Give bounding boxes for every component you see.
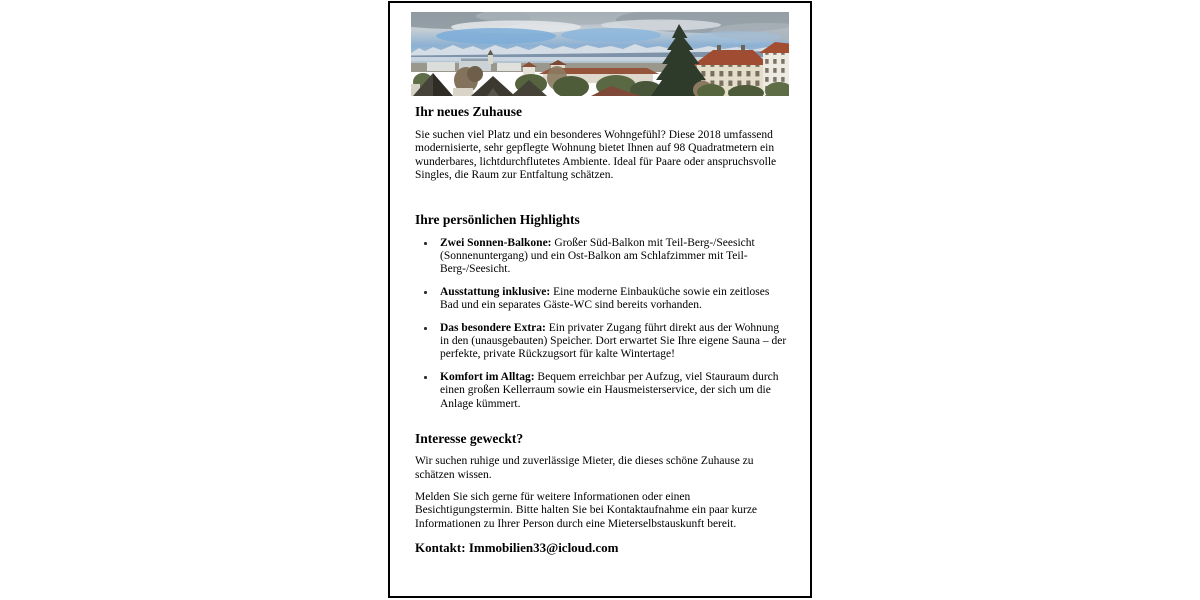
canvas	[0, 1, 1200, 600]
contact-email: Immobilien33@icloud.com	[468, 540, 619, 556]
interest-body-2: Melden Sie sich gerne für weitere Informationen oder einen Besichtigungstermin. Bitte halten Sie bei Kontaktaufnahme ein paar kurze Informationen zu Ihrer Person durch eine Mieterselbstauskunft bereit.	[415, 490, 758, 530]
highlight-item	[415, 237, 788, 277]
highlight-item	[415, 371, 788, 411]
highlight-item	[415, 322, 788, 362]
intro-heading: Ihr neues Zuhause	[415, 104, 523, 119]
interest-body-1: Wir suchen ruhige und zuverlässige Mieter, die dieses schöne Zuhause zu schätzen wissen.	[415, 455, 754, 481]
highlight-item	[415, 286, 788, 313]
highlights-list	[415, 237, 788, 411]
panorama-illustration	[411, 12, 789, 96]
interest-heading: Interesse geweckt?	[415, 431, 524, 447]
listing-photo	[411, 12, 789, 96]
document-content	[411, 104, 790, 555]
highlights-heading: Ihre persönlichen Highlights	[415, 211, 580, 227]
highlight-text: Eine moderne Einbauküche sowie ein zeitloses Bad und ein separates Gäste-WC sind bereits vorhanden.	[440, 285, 770, 312]
contact-line	[415, 540, 788, 555]
highlight-label: Zwei Sonnen-Balkone:	[440, 236, 552, 249]
document-page	[388, 1, 812, 598]
highlight-label: Das besondere Extra:	[440, 321, 546, 334]
highlight-text: Ein privater Zugang führt direkt aus der Wohnung in den (unausgebauten) Speicher. Dort erwartet Sie Ihre eigene Sauna – der perfekte, private Rückzugsort für kalte Wintertage!	[440, 321, 787, 361]
highlight-text: Großer Süd-Balkon mit Teil-Berg-/Seesicht (Sonnenuntergang) und ein Ost-Balkon am Schlafzimmer mit Teil-Berg-/Seesicht.	[440, 236, 755, 276]
contact-label: Kontakt:	[415, 540, 466, 556]
intro-body: Sie suchen viel Platz und ein besonderes Wohngefühl? Diese 2018 umfassend modernisierte, sehr gepflegte Wohnung bietet Ihnen auf 98 Quadratmetern ein wunderbares, lichtdurchflutetes Ambiente. Ideal für Paare oder anspruchsvolle Singles, die Raum zur Entfaltung schätzen.	[415, 129, 777, 182]
highlight-label: Ausstattung inklusive:	[440, 285, 551, 298]
highlight-text: Bequem erreichbar per Aufzug, viel Stauraum durch einen großen Kellerraum sowie ein Hausmeisterservice, der sich um die Anlage kümmert.	[440, 370, 779, 410]
highlight-label: Komfort im Alltag:	[440, 370, 535, 383]
